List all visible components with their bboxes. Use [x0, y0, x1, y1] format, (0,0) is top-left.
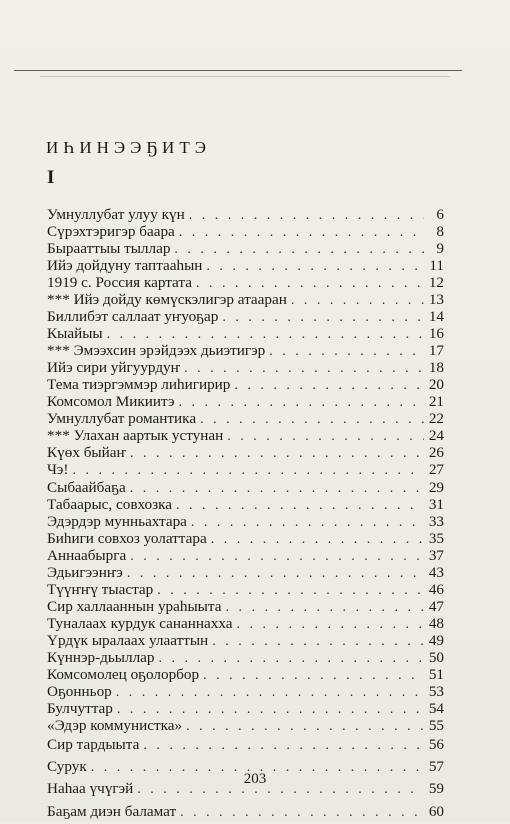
toc-entry-page: 18 — [428, 359, 444, 377]
toc-entry — [47, 359, 444, 376]
toc-entry-title: Эдэрдэр мунньахтара — [47, 512, 187, 530]
toc-entry — [47, 734, 444, 756]
toc-entry-title: Оҕонньор — [47, 682, 112, 700]
toc-entry-title: Тема тиэргэммэр лиһигирир — [47, 376, 231, 394]
toc-entry-page: 31 — [428, 495, 444, 513]
toc-entry-page: 11 — [429, 257, 444, 275]
toc-entry-page: 8 — [436, 223, 444, 241]
toc-entry — [47, 427, 444, 444]
toc-entry-title: Умнуллубат улуу күн — [47, 206, 185, 223]
toc-entry — [47, 240, 444, 257]
toc-entry-page: 26 — [428, 444, 444, 462]
toc-entry-page: 12 — [428, 274, 444, 292]
toc-entry-page: 14 — [428, 308, 444, 326]
toc-entry — [47, 393, 444, 410]
toc-entry-page: 46 — [428, 580, 444, 598]
toc-entry-page: 6 — [436, 206, 444, 223]
toc-entry-title: Ийэ сири уйгуурдуҥ — [47, 359, 181, 377]
page-number: 203 — [243, 771, 267, 787]
toc-entry — [47, 206, 444, 223]
dot-leader — [269, 343, 424, 360]
dot-leader — [291, 292, 424, 309]
dot-leader — [200, 411, 424, 428]
toc-entry-title: Табаарыс, совхозка — [47, 495, 172, 513]
toc-entry-page: 33 — [428, 512, 444, 530]
toc-entry-page: 29 — [428, 478, 444, 496]
toc-entry-page: 13 — [428, 291, 444, 309]
dot-leader — [107, 326, 424, 343]
toc-entry — [47, 325, 444, 342]
toc-entry-title: *** Эмээхсин эрэйдээх дьиэтигэр — [47, 342, 266, 360]
toc-entry-page: 27 — [428, 461, 444, 479]
dot-leader — [227, 428, 424, 445]
dot-leader — [212, 633, 424, 650]
toc-entry-title: «Эдэр коммунистка» — [47, 716, 183, 734]
toc-entry-page: 43 — [428, 563, 444, 581]
toc-entry — [47, 376, 444, 393]
dot-leader — [130, 445, 424, 462]
dot-leader — [222, 309, 424, 326]
toc-entry-page: 16 — [428, 325, 444, 343]
toc-entry-title: Булчуттар — [47, 699, 113, 717]
toc-entry — [47, 461, 444, 478]
dot-leader — [159, 650, 425, 667]
toc-entry — [47, 291, 444, 308]
toc-entry — [47, 274, 444, 291]
dot-leader — [143, 735, 424, 757]
toc-entry — [47, 410, 444, 427]
toc-entry — [47, 683, 444, 700]
toc-entry-title: 1919 с. Россия картата — [47, 274, 192, 292]
toc-entry — [47, 564, 444, 581]
toc-entry — [47, 801, 444, 823]
toc-entry-title: Ийэ дойдуну таптааһын — [47, 257, 203, 275]
dot-leader — [116, 684, 424, 701]
toc-entry-page: 53 — [428, 682, 444, 700]
section-number: I — [47, 167, 55, 188]
toc-entry-title: Умнуллубат романтика — [47, 410, 197, 428]
toc-entry-page: 56 — [428, 735, 444, 753]
dot-leader — [130, 548, 424, 565]
contents-heading: ИҺИНЭЭҔИТЭ — [46, 138, 211, 157]
dot-leader — [130, 480, 424, 497]
toc-entry — [47, 223, 444, 240]
toc-entry — [47, 257, 444, 274]
dot-leader — [176, 497, 424, 514]
toc-entry-page: 17 — [428, 342, 444, 360]
toc-entry-title: Түүҥҥү тыастар — [47, 580, 154, 598]
dot-leader — [203, 667, 424, 684]
toc-entry — [47, 598, 444, 615]
toc-entry — [47, 496, 444, 513]
toc-entry-page: 21 — [428, 393, 444, 411]
toc-entry-title: Эдьигээнҥэ — [47, 563, 123, 581]
top-rule-shadow — [40, 76, 450, 77]
top-rule — [14, 70, 462, 71]
toc-entry-title: Комсомолец оҕолорбор — [47, 665, 200, 683]
toc-entry-title: Аннаабырга — [47, 546, 127, 564]
toc-entry-page: 35 — [428, 529, 444, 547]
toc-entry-page: 22 — [428, 410, 444, 428]
toc-entry-title: Бырааттыы тыллар — [47, 240, 171, 258]
dot-leader — [179, 224, 424, 241]
toc-entry-title: Биһиги совхоз уолаттара — [47, 529, 207, 547]
toc-entry — [47, 308, 444, 325]
toc-entry-title: Сүрэхтэригэр баара — [47, 223, 175, 241]
toc-entry-title: Комсомол Микиитэ — [47, 393, 175, 411]
toc-entry-page: 24 — [428, 427, 444, 445]
dot-leader — [206, 258, 424, 275]
toc-entry-page: 49 — [428, 631, 444, 649]
toc-entry-title: Сыбаайбаҕа — [47, 478, 126, 496]
toc-entry-title: Сир халлааннын ураһыыта — [47, 597, 222, 615]
dot-leader — [72, 462, 424, 479]
toc-entry-page: 55 — [428, 716, 444, 734]
dot-leader — [189, 207, 424, 224]
dot-leader — [191, 514, 424, 531]
toc-entry-page: 48 — [428, 614, 444, 632]
toc-entry-title: *** Ийэ дойду көмүскэлигэр атааран — [47, 291, 287, 309]
toc-entry-title: Биллибэт саллаат уҥуоҕар — [47, 308, 219, 326]
toc-entry — [47, 666, 444, 683]
toc-entry — [47, 632, 444, 649]
toc-entry-page: 9 — [436, 240, 444, 258]
toc-entry — [47, 717, 444, 734]
toc-entry — [47, 649, 444, 666]
dot-leader — [225, 599, 424, 616]
toc-entry-title: Кыайыы — [47, 325, 103, 343]
toc-entry-title: Чэ! — [47, 461, 69, 479]
toc-entry — [47, 530, 444, 547]
dot-leader — [127, 565, 424, 582]
toc-entry-page: 20 — [428, 376, 444, 394]
toc-entry-title: Күөх быйаҥ — [47, 444, 126, 462]
toc-entry-page: 60 — [428, 802, 444, 820]
toc-entry — [47, 444, 444, 461]
dot-leader — [211, 531, 424, 548]
dot-leader — [184, 360, 424, 377]
dot-leader — [234, 377, 424, 394]
toc-entry — [47, 547, 444, 564]
dot-leader — [236, 616, 424, 633]
toc-entry-title: Баҕам диэн баламат — [47, 802, 177, 820]
toc-entry-title: Күннэр-дьыллар — [47, 648, 155, 666]
dot-leader — [179, 394, 424, 411]
toc-entry-page: 47 — [428, 597, 444, 615]
toc-entry-title: Сурук — [47, 758, 87, 776]
toc-entry-page: 51 — [428, 665, 444, 683]
toc-entry — [47, 581, 444, 598]
toc-entry — [47, 615, 444, 632]
toc-entry-title: Туналаах курдук сананнахха — [47, 614, 233, 632]
toc-entry — [47, 513, 444, 530]
toc-entry-title: Сир тардыыта — [47, 735, 140, 753]
toc-entry-title: *** Улахан аартык устунан — [47, 427, 224, 445]
toc-entry-page: 54 — [428, 699, 444, 717]
toc-entry-page: 37 — [428, 546, 444, 564]
toc-entry-page: 50 — [428, 648, 444, 666]
toc-entry-page: 59 — [428, 780, 444, 798]
toc-entry — [47, 700, 444, 717]
toc-entry — [47, 342, 444, 359]
toc-entry-page: 57 — [428, 758, 444, 776]
dot-leader — [174, 241, 424, 258]
dot-leader — [186, 718, 424, 735]
table-of-contents — [47, 206, 444, 823]
toc-entry-title: Наһаа үчүгэй — [47, 780, 134, 798]
dot-leader — [117, 701, 424, 718]
dot-leader — [157, 582, 424, 599]
toc-entry — [47, 479, 444, 496]
dot-leader — [196, 275, 424, 292]
toc-entry-title: Үрдүк ыралаах улааттын — [47, 631, 209, 649]
dot-leader — [180, 802, 424, 824]
